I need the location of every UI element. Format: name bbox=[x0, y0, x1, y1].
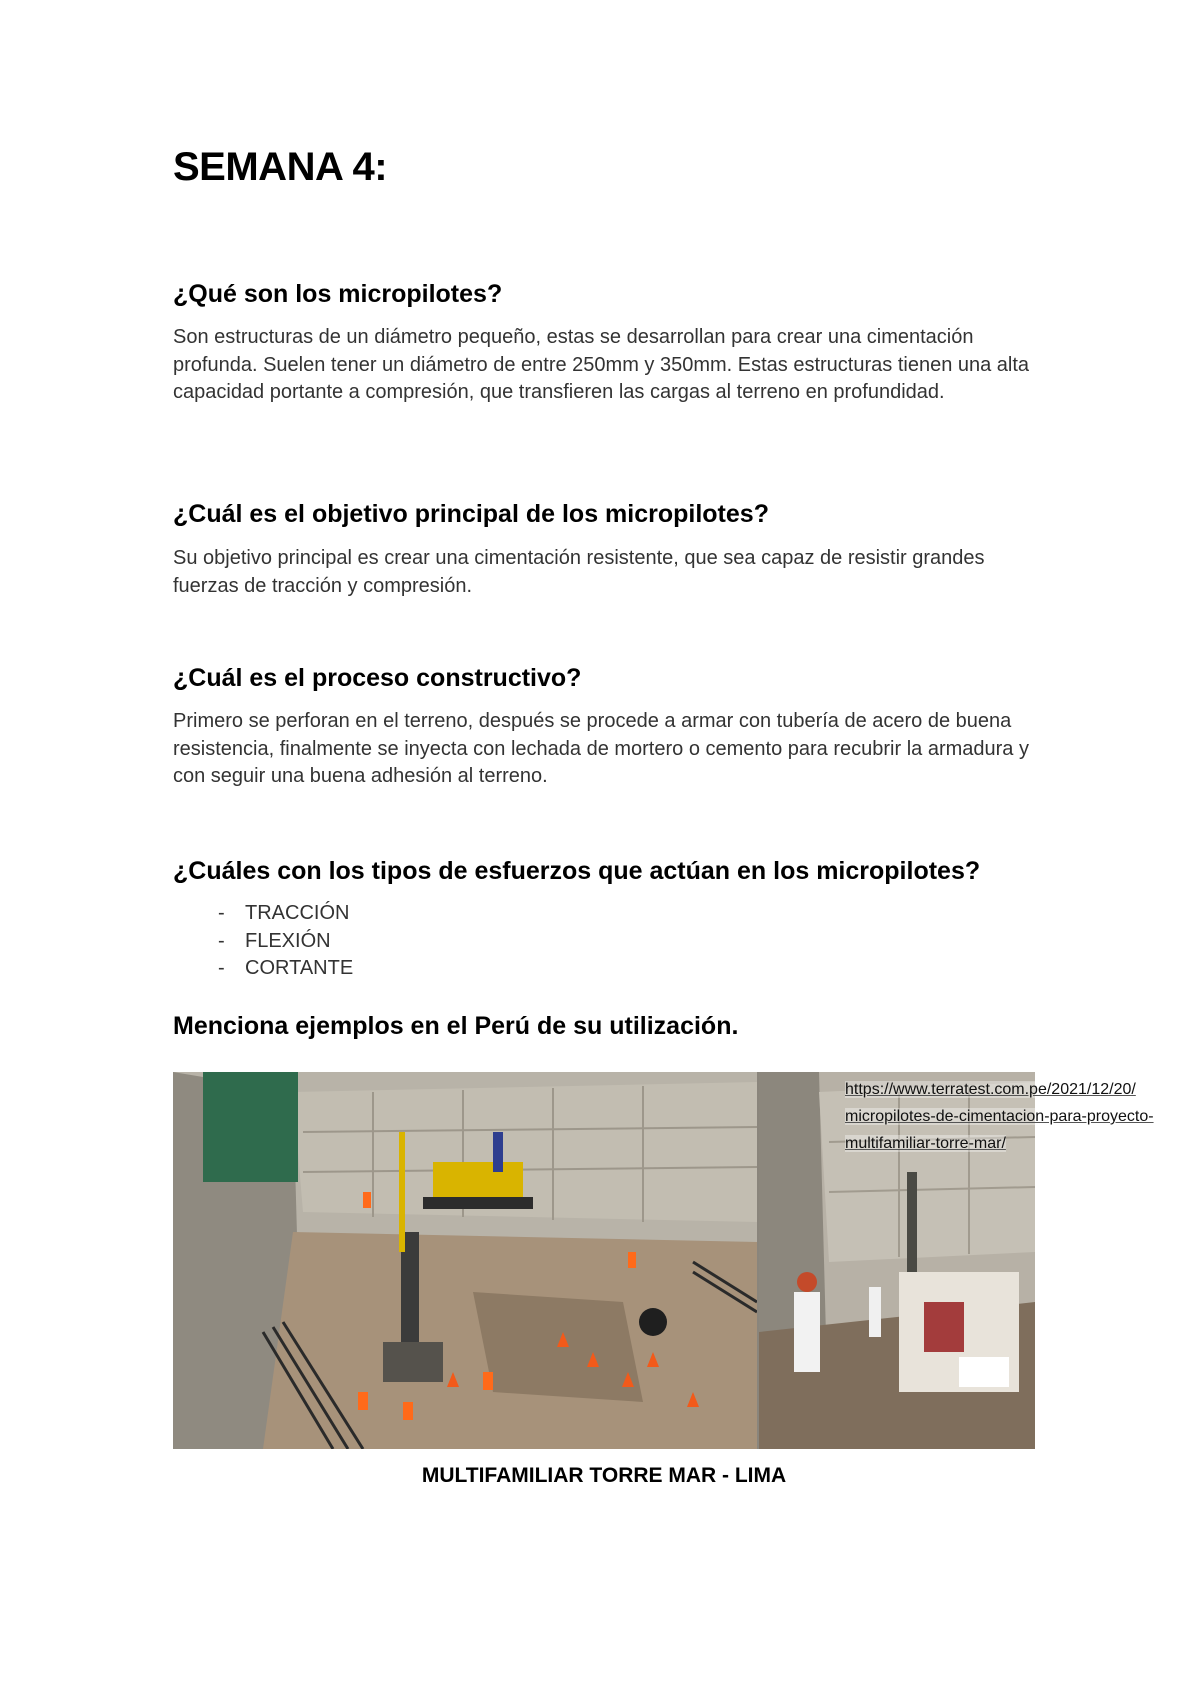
list-item bbox=[173, 900, 353, 928]
bullet-dash: - bbox=[218, 902, 225, 924]
list-item-label: CORTANTE bbox=[245, 957, 354, 979]
question-heading-2: ¿Cuál es el objetivo principal de los micropilotes? bbox=[173, 500, 769, 528]
question-heading-5: Menciona ejemplos en el Perú de su utilización. bbox=[173, 1012, 739, 1040]
answer-paragraph-2: Su objetivo principal es crear una cimentación resistente, que sea capaz de resistir grandes fuerzas de tracción y compresión. bbox=[173, 547, 985, 597]
bullet-dash: - bbox=[218, 929, 225, 952]
question-heading-3: ¿Cuál es el proceso constructivo? bbox=[173, 664, 582, 692]
question-heading-4: ¿Cuáles con los tipos de esfuerzos que actúan en los micropilotes? bbox=[173, 857, 981, 885]
stress-types-list bbox=[173, 900, 353, 983]
figure-caption: MULTIFAMILIAR TORRE MAR - LIMA bbox=[421, 1464, 787, 1487]
question-heading-1: ¿Qué son los micropilotes? bbox=[173, 280, 503, 308]
list-item-label: TRACCIÓN bbox=[245, 902, 350, 924]
excavation-site-photo bbox=[173, 1072, 757, 1449]
source-url-line-1[interactable]: https://www.terratest.com.pe/2021/12/20/ bbox=[845, 1081, 1136, 1098]
page-title: SEMANA 4: bbox=[173, 145, 388, 189]
source-url-line-2[interactable]: micropilotes-de-cimentacion-para-proyecto- bbox=[845, 1108, 1154, 1125]
source-url[interactable] bbox=[845, 1076, 1195, 1157]
list-item bbox=[173, 928, 353, 956]
bullet-dash: - bbox=[218, 957, 225, 979]
list-item-label: FLEXIÓN bbox=[245, 929, 331, 952]
answer-paragraph-1: Son estructuras de un diámetro pequeño, estas se desarrollan para crear una cimentación profunda. Suelen tener un diámetro de entre 250mm y 350mm. Estas estructuras tienen una alta capacidad portante a compresión, que transfieren las cargas al terreno en profundidad. bbox=[173, 326, 1030, 403]
list-item bbox=[173, 955, 353, 983]
answer-paragraph-3: Primero se perforan en el terreno, después se procede a armar con tubería de acero de buena resistencia, finalmente se inyecta con lechada de mortero o cemento para recubrir la armadura y con seguir una buena adhesión al terreno. bbox=[173, 710, 1029, 787]
source-url-line-3[interactable]: multifamiliar-torre-mar/ bbox=[845, 1135, 1006, 1152]
